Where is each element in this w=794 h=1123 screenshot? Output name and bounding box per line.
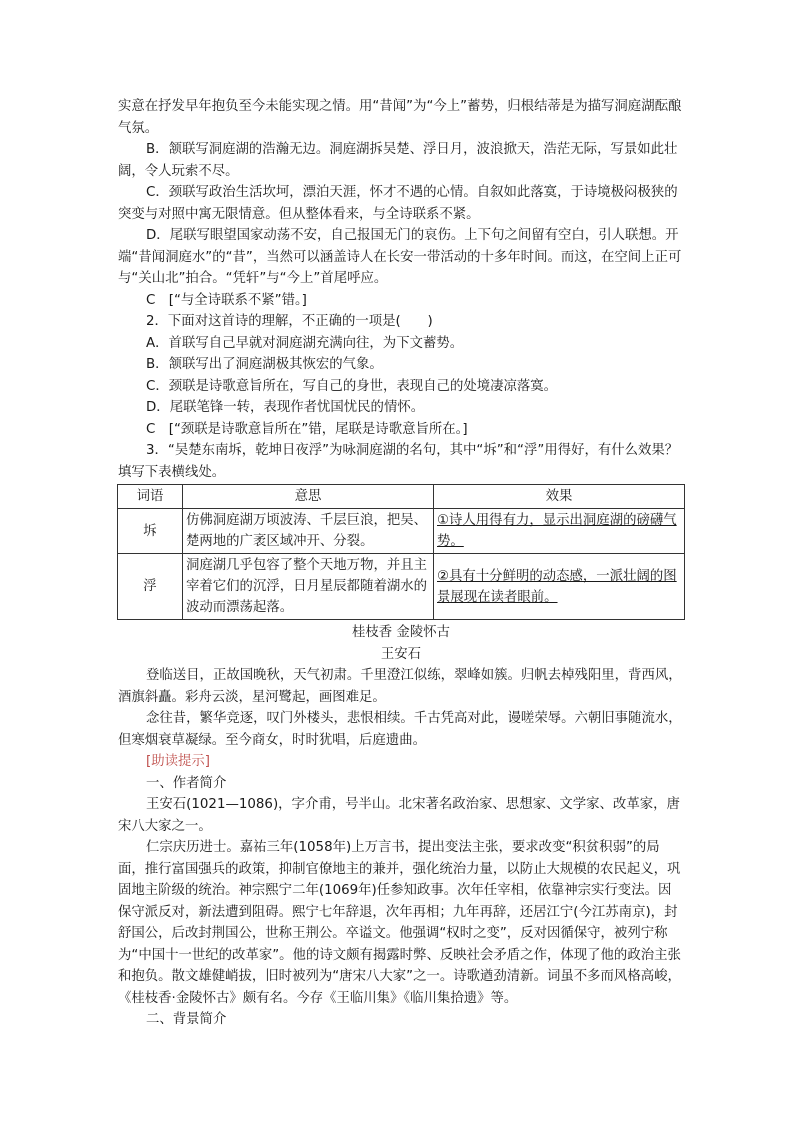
poem-stanza-2: 念往昔，繁华竞逐，叹门外楼头，悲恨相续。千古凭高对此，谩嗟荣辱。六朝旧事随流水，但寒烟衰草凝绿。至今商女，时时犹唱，后庭遗曲。 bbox=[118, 711, 682, 748]
poem-title: 桂枝香 金陵怀古 bbox=[352, 625, 450, 640]
effect-answer: ①诗人用得有力，显示出洞庭湖的磅礴气势。 bbox=[437, 513, 677, 549]
word-meaning-table bbox=[117, 484, 685, 620]
table-cell-meaning: 仿佛洞庭湖万顷波涛、千层巨浪，把吴、楚两地的广袤区域冲开、分裂。 bbox=[183, 509, 434, 554]
option-c: C．颈联是诗歌意旨所在，写自己的身世，表现自己的处境凄凉落寞。 bbox=[146, 378, 558, 394]
option-d-analysis: D．尾联写眼望国家动荡不安，自己报国无门的哀伤。上下句之间留有空白，引人联想。开端“昔闻洞庭水”的“昔”，当然可以涵盖诗人在长安一带活动的十多年时间。而这，在空间上正可与“关山北”拍合。“凭轩”与“今上”首尾呼应。 bbox=[118, 228, 682, 286]
reading-tip-label bbox=[118, 751, 684, 773]
table-row bbox=[118, 509, 685, 554]
table-cell-word: 浮 bbox=[118, 554, 183, 620]
option-a: A．首联写自己早就对洞庭湖充满向往，为下文蓄势。 bbox=[146, 335, 464, 351]
tip-label-text: [助读提示] bbox=[146, 754, 211, 769]
option-d: D．尾联笔锋一转，表现作者忧国忧民的情怀。 bbox=[146, 400, 425, 415]
table-cell-word: 坼 bbox=[118, 509, 183, 554]
option-b: B．颔联写出了洞庭湖极其恢宏的气象。 bbox=[146, 357, 383, 372]
bio-paragraph: 仁宗庆历进士。嘉祐三年(1058年)上万言书，提出变法主张，要求改变“积贫积弱”的局面，推行富国强兵的政策，抑制官僚地主的兼并，强化统治力量，以防止大规模的农民起义，巩固地主阶级的统治。神宗熙宁二年(1069年)任参知政事。次年任宰相，依靠神宗实行变法。因保守派反对，新法遭到阻碍。熙宁七年辞退，次年再相；九年再辞，还居江宁(今江苏南京)，封舒国公，后改封荆国公，世称王荆公。卒谥文。他强调“权时之变”，反对因循保守，被列宁称为“中国十一世纪的改革家”。他的诗文颇有揭露时弊、反映社会矛盾之作，体现了他的政治主张和抱负。散文雄健峭拔，旧时被列为“唐宋八大家”之一。诗歌遒劲清新。词虽不多而风格高峻，《桂枝香·金陵怀古》颇有名。今存《王临川集》《临川集拾遗》等。 bbox=[118, 840, 681, 1006]
header-effect: 效果 bbox=[434, 485, 685, 509]
header-word: 词语 bbox=[118, 485, 183, 509]
document-page bbox=[118, 96, 684, 1031]
poem-stanza-1: 登临送目，正故国晚秋，天气初肃。千里澄江似练，翠峰如簇。归帆去棹残阳里，背西风，酒旗斜矗。彩舟云淡，星河鹭起，画图难足。 bbox=[118, 668, 682, 705]
effect-answer: ②具有十分鲜明的动态感，一派壮阔的图景展现在读者眼前。 bbox=[437, 568, 677, 605]
header-meaning: 意思 bbox=[183, 485, 434, 509]
table-cell-effect bbox=[434, 554, 685, 620]
table-row bbox=[118, 554, 685, 620]
poem-author: 王安石 bbox=[380, 646, 422, 662]
section-heading-author: 一、作者简介 bbox=[146, 775, 227, 791]
section-heading-background: 二、背景简介 bbox=[146, 1012, 227, 1027]
table-cell-effect bbox=[434, 509, 685, 554]
paragraph: 实意在抒发早年抱负至今未能实现之情。用“昔闻”为“今上”蓄势，归根结蒂是为描写洞庭湖酝酿气氛。 bbox=[118, 99, 682, 136]
option-c-analysis: C．颈联写政治生活坎坷，漂泊天涯，怀才不遇的心情。自叙如此落寞，于诗境极闷极狭的突变与对照中寓无限情意。但从整体看来，与全诗联系不紧。 bbox=[118, 185, 678, 222]
table-header-row bbox=[118, 485, 685, 509]
question-2: 2．下面对这首诗的理解，不正确的一项是( ) bbox=[146, 314, 433, 329]
option-b-analysis: B．颔联写洞庭湖的浩瀚无边。洞庭湖拆吴楚、浮日月，波浪掀天，浩茫无际，写景如此壮阔，令人玩索不尽。 bbox=[118, 142, 678, 179]
table-cell-meaning: 洞庭湖几乎包容了整个天地万物，并且主宰着它们的沉浮，日月星辰都随着湖水的波动而漂荡起落。 bbox=[183, 554, 434, 620]
answer-2: C [“颈联是诗歌意旨所在”错，尾联是诗歌意旨所在。] bbox=[146, 421, 468, 437]
question-3: 3．“吴楚东南坼，乾坤日夜浮”为咏洞庭湖的名句，其中“坼”和“浮”用得好，有什么效果？填写下表横线处。 bbox=[118, 443, 679, 480]
bio-paragraph: 王安石(1021—1086)，字介甫，号半山。北宋著名政治家、思想家、文学家、改革家，唐宋八大家之一。 bbox=[118, 797, 680, 834]
answer-1: C [“与全诗联系不紧”错。] bbox=[146, 292, 307, 308]
